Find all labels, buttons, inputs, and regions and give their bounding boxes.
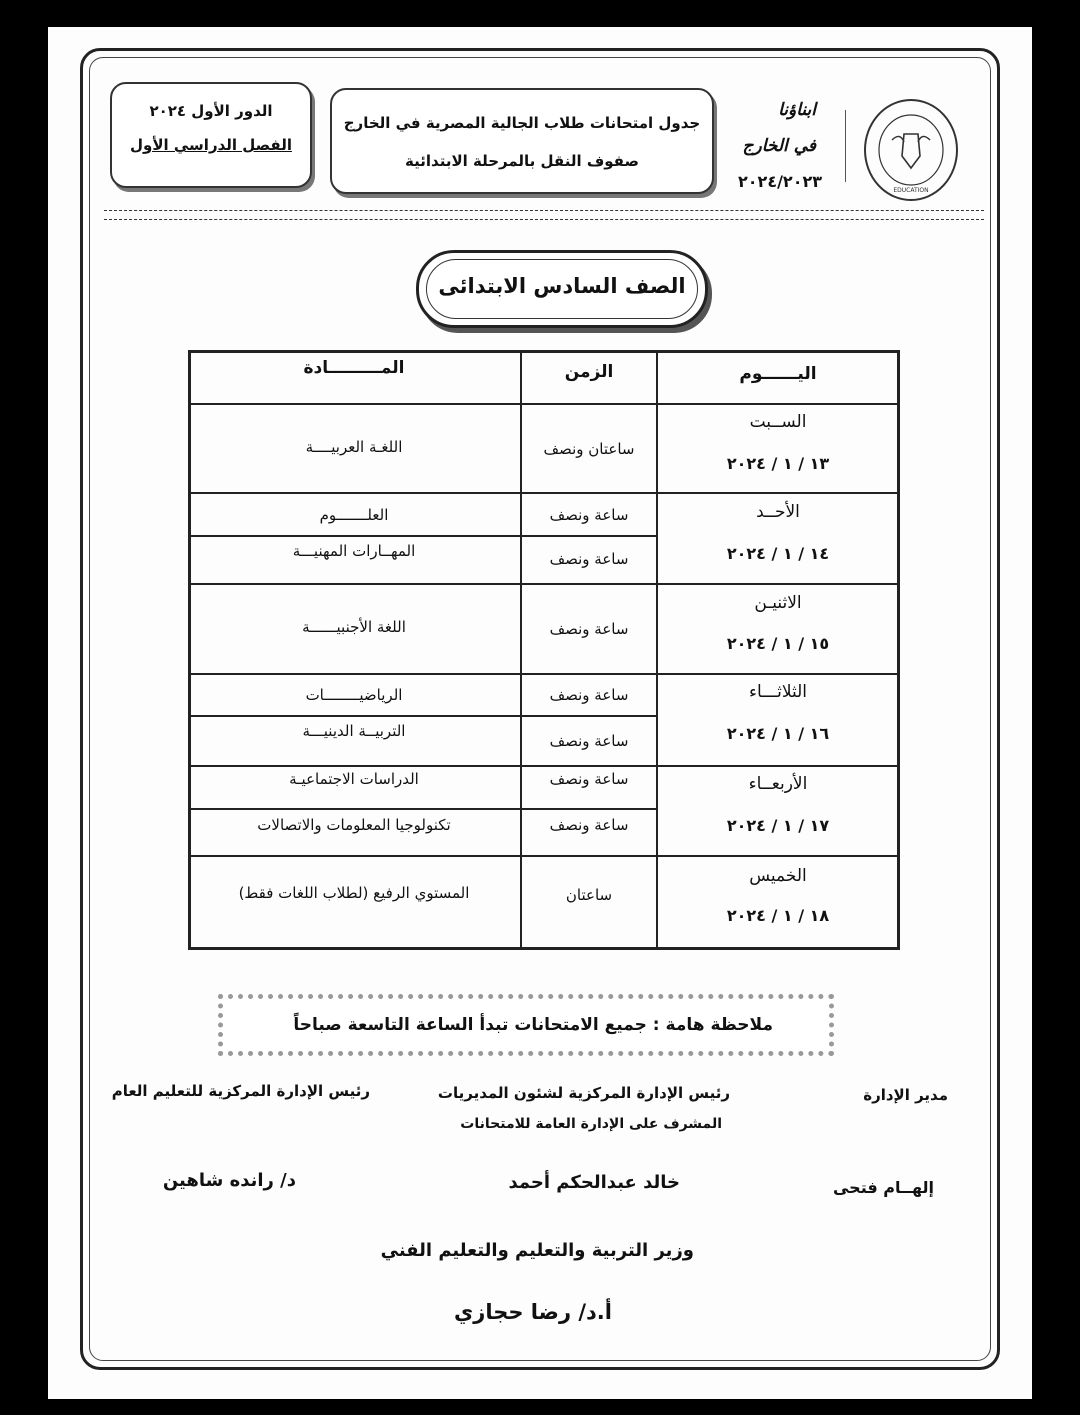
day-name: الاثنيـن: [754, 593, 802, 613]
header-day: اليــــــوم: [739, 364, 817, 384]
signature-col2-name: خالد عبدالحكم أحمد: [508, 1172, 680, 1193]
grade-title: الصف السادس الابتدائى: [438, 274, 686, 298]
day-name: الأحــد: [756, 502, 800, 522]
day-date: ١٤ / ١ / ٢٠٢٤: [726, 544, 830, 563]
row-subject: اللغـة العربيــــة: [305, 438, 403, 456]
row-time: ساعة ونصف: [549, 506, 629, 524]
day-date: ١٥ / ١ / ٢٠٢٤: [726, 634, 830, 653]
row-time: ساعة ونصف: [549, 686, 629, 704]
header-title-line1: جدول امتحانات طلاب الجالية المصرية في الخارج: [343, 114, 701, 132]
day-date: ١٧ / ١ / ٢٠٢٤: [726, 816, 830, 835]
day-name: الســبت: [749, 412, 807, 432]
signature-col1-name: إلهــام فتحى: [832, 1178, 934, 1197]
row-time: ساعة ونصف: [549, 770, 629, 788]
row-time: ساعة ونصف: [549, 550, 629, 568]
row-time: ساعتان: [565, 886, 613, 904]
day-date: ١٨ / ١ / ٢٠٢٤: [726, 906, 830, 925]
header-round: الدور الأول ٢٠٢٤: [149, 102, 273, 120]
signature-col1-title: مدير الإدارة: [863, 1086, 948, 1104]
row-subject: تكنولوجيا المعلومات والاتصالات: [257, 816, 451, 834]
header-divider: [845, 110, 846, 182]
note-text: جميع الامتحانات تبدأ الساعة التاسعة صباحاً: [293, 1015, 647, 1035]
row-subject: المهــارات المهنيـــة: [292, 542, 416, 560]
day-name: الثلاثـــاء: [748, 682, 808, 702]
header-time: الزمن: [564, 362, 614, 382]
row-time: ساعة ونصف: [549, 732, 629, 750]
header-academic-year: ٢٠٢٤/٢٠٢٣: [738, 172, 822, 191]
grade-title-box: [416, 250, 708, 328]
header-term: الفصل الدراسي الأول: [130, 136, 292, 154]
header-title-line2: صفوف النقل بالمرحلة الابتدائية: [405, 152, 639, 170]
minister-name: أ.د/ رضا حجازي: [453, 1300, 612, 1324]
row-subject: العلـــــــوم: [319, 506, 389, 524]
header-abroad-label: في الخارج: [742, 136, 816, 156]
ministry-logo-icon: [862, 96, 960, 204]
note-label: ملاحظة هامة: [665, 1015, 773, 1035]
row-subject: الدراسات الاجتماعيـة: [289, 770, 419, 788]
header-round-box: [110, 82, 312, 188]
svg-text:EDUCATION: EDUCATION: [893, 187, 929, 194]
exam-schedule-table: [188, 350, 900, 950]
row-time: ساعة ونصف: [549, 816, 629, 834]
row-subject: المستوي الرفيع (لطلاب اللغات فقط): [238, 884, 470, 902]
header-separator: [104, 210, 984, 220]
row-subject: الرياضيــــــــات: [305, 686, 403, 704]
important-note-box: [218, 994, 834, 1056]
row-subject: اللغة الأجنبيــــــة: [302, 618, 406, 636]
signature-col2-subtitle: المشرف على الإدارة العامة للامتحانات: [460, 1116, 722, 1132]
row-time: ساعتان ونصف: [543, 440, 635, 458]
signature-col3-name: د/ رانده شاهين: [162, 1170, 296, 1191]
day-name: الخميس: [749, 866, 807, 886]
important-note: ملاحظة هامة : جميع الامتحانات تبدأ الساعة التاسعة صباحاً: [293, 1015, 773, 1035]
row-time: ساعة ونصف: [549, 620, 629, 638]
signature-col3-title: رئيس الإدارة المركزية للتعليم العام: [111, 1082, 370, 1100]
day-name: الأربعــاء: [748, 774, 808, 794]
minister-title: وزير التربية والتعليم والتعليم الفني: [380, 1240, 694, 1261]
header-title-box: [330, 88, 714, 194]
day-date: ١٦ / ١ / ٢٠٢٤: [726, 724, 830, 743]
header-children-label: ابناؤنا: [778, 100, 816, 120]
signature-col2-title: رئيس الإدارة المركزية لشئون المديريات: [437, 1084, 730, 1102]
header-subject: المـــــــــادة: [303, 358, 405, 378]
row-subject: التربيــة الدينيـــة: [302, 722, 406, 740]
day-date: ١٣ / ١ / ٢٠٢٤: [726, 454, 830, 473]
